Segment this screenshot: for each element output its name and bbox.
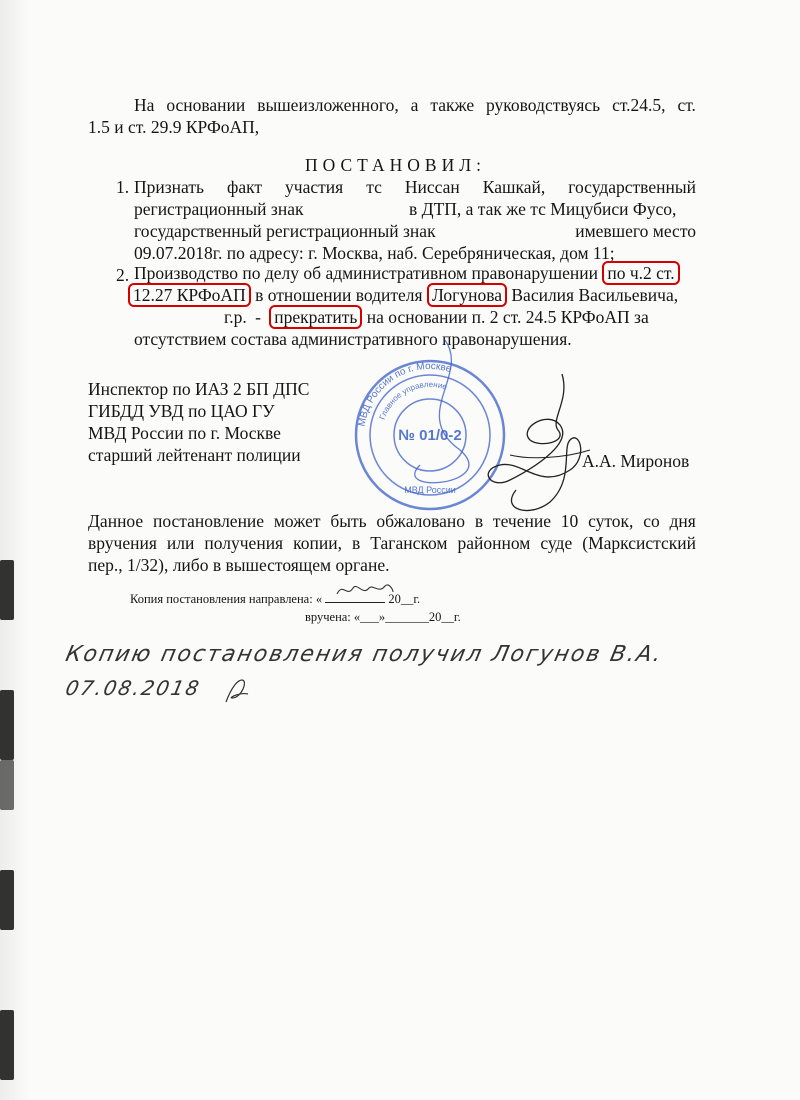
word: вручения — [88, 533, 157, 553]
stamp-inner-text: Главное управление — [377, 379, 449, 421]
word: в — [351, 533, 361, 553]
highlight-code: 12.27 КРФоАП — [128, 283, 251, 307]
item-2-text: на основании п. 2 ст. 24.5 КРФоАП за — [366, 307, 649, 327]
word: районном — [457, 533, 531, 553]
copy-sent-tail: 20__г. — [388, 592, 421, 606]
signatory-line-1: Инспектор по ИАЗ 2 БП ДПС — [88, 379, 310, 399]
handwritten-date: 07.08.2018 — [63, 676, 204, 700]
stamp-number: № 01/0-2 — [398, 427, 462, 444]
word: факт — [227, 177, 263, 197]
word: суток, — [588, 511, 634, 531]
word: дня — [669, 511, 696, 531]
item-1-number: 1. — [116, 177, 130, 197]
scan-mark — [0, 690, 14, 760]
item-1-line-2 — [134, 199, 696, 219]
signatory-name: А.А. Миронов — [582, 451, 690, 471]
word: ст.24.5, — [612, 95, 666, 115]
word: в — [474, 511, 484, 531]
copy-received-line: вручена: «___»_______20__г. — [305, 610, 461, 624]
item-2-text: Производство по делу об административном правонарушении — [134, 263, 598, 283]
word: участия — [285, 177, 344, 197]
word: или — [166, 533, 195, 553]
handwritten-receipt: Копию постановления получил Логунов В.А. — [63, 642, 666, 667]
item-2-line-2 — [128, 285, 678, 305]
word: руководствуясь — [486, 95, 601, 115]
word: государственный — [568, 177, 696, 197]
word: постановление — [152, 511, 265, 531]
signatory-line-3: МВД России по г. Москве — [88, 423, 281, 443]
word: со — [643, 511, 660, 531]
appeal-line-1 — [88, 511, 696, 531]
word: вышеизложенного, — [257, 95, 399, 115]
word: также — [430, 95, 475, 115]
item-1-text: имевшего место — [575, 221, 696, 241]
item-2-text: - — [255, 307, 261, 327]
item-2-line-3 — [224, 307, 649, 327]
scan-shadow — [0, 0, 30, 1100]
item-2-line-4: отсутствием состава административного правонарушения. — [134, 329, 572, 349]
highlight-terminate: прекратить — [269, 305, 362, 329]
stamp-bottom-text: МВД России — [404, 485, 456, 495]
intro-line-1 — [134, 95, 696, 115]
word: обжаловано — [376, 511, 466, 531]
appeal-line-2 — [88, 533, 696, 553]
word: На — [134, 95, 155, 115]
item-1-text: регистрационный знак — [134, 199, 304, 219]
word: 10 — [560, 511, 579, 531]
word: Данное — [88, 511, 144, 531]
item-2-number: 2. — [116, 265, 130, 285]
word: основании — [166, 95, 246, 115]
resolution-heading: ПОСТАНОВИЛ: — [305, 155, 486, 175]
word: тс — [366, 177, 382, 197]
highlight-article: по ч.2 ст. — [602, 261, 679, 285]
item-1-text: государственный регистрационный знак — [134, 221, 436, 241]
scan-mark — [0, 760, 14, 810]
word: получения — [204, 533, 284, 553]
highlight-surname: Логунова — [427, 283, 507, 307]
scan-mark — [0, 870, 14, 930]
word: копии, — [293, 533, 342, 553]
item-2-text: г.р. — [224, 307, 247, 327]
word: Кашкай, — [482, 177, 546, 197]
signature — [470, 370, 610, 520]
copy-sent-label: Копия постановления направлена: « — [130, 592, 323, 606]
scan-mark — [0, 1010, 14, 1080]
word: (Марксистский — [582, 533, 696, 553]
item-1-line-3 — [134, 221, 696, 241]
handwritten-initials — [222, 676, 252, 706]
word: быть — [330, 511, 367, 531]
word: Таганском — [370, 533, 448, 553]
scan-mark — [0, 560, 14, 620]
word: Ниссан — [404, 177, 460, 197]
item-1-text: в ДТП, а так же тс Мицубиси Фусо, — [409, 199, 677, 219]
appeal-line-3: пер., 1/32), либо в вышестоящем органе. — [88, 555, 390, 575]
intro-line-2: 1.5 и ст. 29.9 КРФоАП, — [88, 117, 260, 137]
word: а — [410, 95, 419, 115]
item-1-line-4: 09.07.2018г. по адресу: г. Москва, наб. Серебряническая, дом 11; — [134, 243, 615, 263]
handwritten-date-scribble — [335, 580, 395, 600]
item-2-text: в отношении водителя — [255, 285, 423, 305]
item-1-line-1 — [134, 177, 696, 197]
signatory-line-2: ГИБДД УВД по ЦАО ГУ — [88, 401, 275, 421]
word: Признать — [134, 177, 204, 197]
signatory-line-4: старший лейтенант полиции — [88, 445, 301, 465]
word: суде — [540, 533, 573, 553]
item-2-line-1 — [134, 263, 680, 283]
word: течение — [492, 511, 551, 531]
word: ст. — [677, 95, 696, 115]
stamp-outer-text: МВД России по г. Москве — [356, 360, 453, 428]
word: может — [273, 511, 321, 531]
item-2-text: Василия Васильевича, — [511, 285, 679, 305]
